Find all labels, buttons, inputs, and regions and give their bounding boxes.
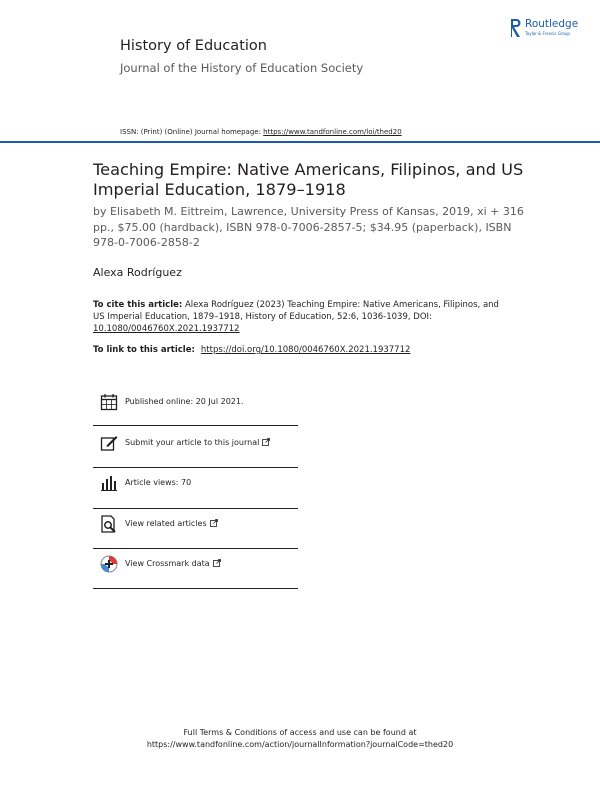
submit-article-label: Submit your article to this journal — [125, 438, 260, 447]
article-author: Alexa Rodríguez — [93, 266, 182, 279]
routledge-logo-icon — [510, 18, 522, 38]
info-divider — [93, 425, 298, 426]
published-online-item — [93, 393, 298, 433]
issn-text: ISSN: (Print) (Online) Journal homepage: — [120, 128, 264, 136]
related-articles-label: View related articles — [125, 519, 207, 528]
submit-article-text[interactable] — [125, 438, 270, 447]
citation-block — [93, 299, 513, 335]
crossmark-icon — [100, 555, 118, 573]
logo-tagline: Taylor & Francis Group — [525, 31, 570, 36]
crossmark-text[interactable] — [125, 559, 221, 568]
publisher-logo — [510, 18, 596, 40]
crossmark-item[interactable] — [93, 555, 298, 595]
citation-label: To cite this article: — [93, 300, 183, 310]
edit-icon — [100, 434, 118, 452]
article-doi-link[interactable]: https://doi.org/10.1080/0046760X.2021.1937712 — [200, 345, 411, 355]
journal-homepage-link[interactable]: https://www.tandfonline.com/loi/thed20 — [263, 128, 402, 136]
submit-article-item[interactable] — [93, 434, 298, 474]
article-link-line — [93, 345, 410, 355]
footer — [0, 727, 600, 751]
related-articles-text[interactable] — [125, 519, 218, 528]
info-divider — [93, 548, 298, 549]
calendar-icon — [100, 393, 118, 411]
published-online-text: Published online: 20 Jul 2021. — [125, 397, 244, 406]
related-articles-item[interactable] — [93, 515, 298, 555]
crossmark-label: View Crossmark data — [125, 559, 210, 568]
footer-terms-text: Full Terms & Conditions of access and use can be found at — [183, 728, 417, 737]
external-link-icon — [210, 519, 218, 527]
article-subtitle: by Elisabeth M. Eittreim, Lawrence, University Press of Kansas, 2019, xi + 316 pp., $75.00 (hardback), ISBN 978-0-7006-2857-5; $34.95 (paperback), ISBN 978-0-7006-2858-2 — [93, 205, 524, 249]
citation-doi-link[interactable]: 10.1080/0046760X.2021.1937712 — [93, 324, 240, 334]
external-link-icon — [262, 438, 270, 446]
external-link-icon — [213, 559, 221, 567]
header-rule — [0, 141, 600, 143]
info-divider — [93, 508, 298, 509]
logo-name: Routledge — [525, 18, 579, 30]
journal-subtitle: Journal of the History of Education Society — [120, 61, 364, 75]
issn-line — [120, 128, 402, 136]
bar-chart-icon — [100, 474, 118, 492]
citation-text: Alexa Rodríguez (2023) Teaching Empire: Native Americans, Filipinos, and US Imperial Education, 1879–1918, History of Education, 52:6, 1036-1039, DOI: — [93, 300, 499, 322]
article-link-label: To link to this article: — [93, 345, 195, 355]
info-divider — [93, 467, 298, 468]
article-title: Teaching Empire: Native Americans, Filipinos, and US Imperial Education, 1879–1918 — [93, 160, 524, 199]
journal-title: History of Education — [120, 38, 267, 54]
info-divider — [93, 588, 298, 589]
article-views-text: Article views: 70 — [125, 478, 192, 487]
related-articles-icon — [100, 515, 118, 533]
footer-terms-link[interactable]: https://www.tandfonline.com/action/journalInformation?journalCode=thed20 — [146, 740, 454, 749]
